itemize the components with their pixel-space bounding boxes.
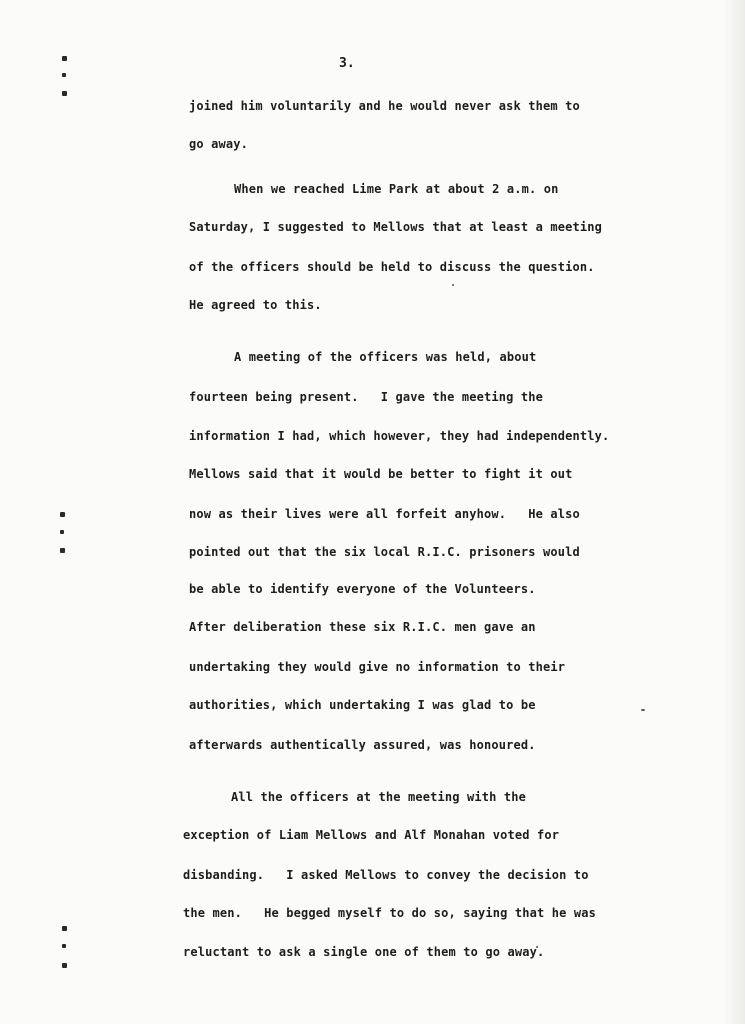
text-line: authorities, which undertaking I was glad to be: [189, 698, 536, 712]
text-line: After deliberation these six R.I.C. men gave an: [189, 620, 536, 634]
punch-hole-mark: [62, 56, 67, 61]
text-line: of the officers should be held to discuss the question.: [189, 260, 595, 274]
text-line: information I had, which however, they had independently.: [189, 429, 610, 443]
text-line: Saturday, I suggested to Mellows that at least a meeting: [189, 220, 602, 234]
text-line: exception of Liam Mellows and Alf Monahan voted for: [183, 828, 560, 842]
text-line: now as their lives were all forfeit anyhow. He also: [189, 507, 580, 521]
text-line: fourteen being present. I gave the meeting the: [189, 390, 543, 404]
text-line: joined him voluntarily and he would never ask them to: [189, 99, 580, 113]
punch-hole-mark: [62, 963, 67, 968]
text-line: the men. He begged myself to do so, saying that he was: [183, 906, 596, 920]
text-line: He agreed to this.: [189, 298, 322, 312]
punch-hole-mark: [60, 530, 64, 534]
text-line: All the officers at the meeting with the: [231, 790, 526, 804]
text-line: afterwards authentically assured, was honoured.: [189, 738, 536, 752]
text-line: undertaking they would give no information to their: [189, 660, 566, 674]
paper-speck: [452, 284, 454, 286]
text-line: Mellows said that it would be better to fight it out: [189, 467, 573, 481]
punch-hole-mark: [62, 73, 66, 77]
punch-hole-mark: [60, 512, 65, 517]
punch-hole-mark: [62, 944, 66, 948]
paper-speck: [641, 709, 645, 711]
punch-hole-mark: [62, 926, 67, 931]
text-line: disbanding. I asked Mellows to convey the decision to: [183, 868, 589, 882]
text-line: pointed out that the six local R.I.C. prisoners would: [189, 545, 580, 559]
text-line: reluctant to ask a single one of them to go away.: [183, 945, 545, 959]
page-edge-shadow: [723, 0, 745, 1024]
punch-hole-mark: [60, 548, 65, 553]
text-line: be able to identify everyone of the Volunteers.: [189, 582, 536, 596]
page-number: 3.: [339, 56, 355, 71]
punch-hole-mark: [62, 91, 67, 96]
text-line: A meeting of the officers was held, about: [234, 350, 537, 364]
text-line: go away.: [189, 137, 248, 151]
text-line: When we reached Lime Park at about 2 a.m. on: [234, 182, 559, 196]
